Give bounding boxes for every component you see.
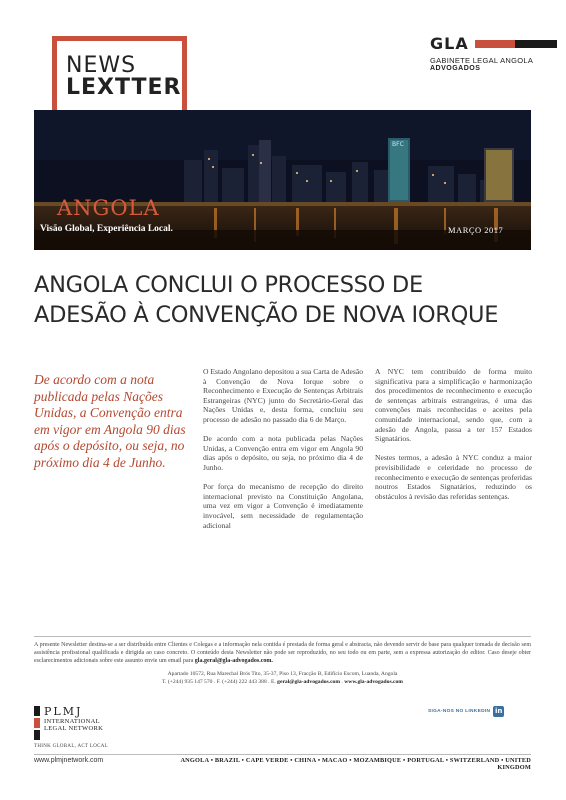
office-address <box>34 671 531 686</box>
title-lextter: LEXTTER <box>66 75 182 100</box>
contact-phone-fax: T. (+244) 935 147 570 . F. (+244) 222 443 388 . E. <box>162 678 276 685</box>
pull-quote: De acordo com a nota publicada pelas Nações Unidas, a Convenção entra em vigor em Angola 90 dias após o depósito, ou seja, no próximo dia 4 de Junho. <box>34 372 186 470</box>
newsletter-header <box>0 0 566 110</box>
footer-divider <box>34 636 531 637</box>
contact-separator: . <box>340 678 345 685</box>
linkedin-follow[interactable] <box>428 706 504 717</box>
article-headline <box>34 270 544 330</box>
headline-line-1: ANGOLA CONCLUI O PROCESSO DE <box>34 272 423 298</box>
plmj-network-line-1: INTERNATIONAL <box>44 718 100 725</box>
gla-abbreviation: GLA <box>430 34 469 53</box>
linkedin-icon[interactable]: in <box>495 707 503 715</box>
contact-email-link[interactable]: geral@gla-advogados.com <box>277 678 341 685</box>
bottom-divider <box>34 754 531 755</box>
plmj-website-link[interactable]: www.plmjnetwork.com <box>34 757 104 764</box>
skyline-sign: BFC <box>392 141 404 148</box>
paragraph: Por força do mecanismo de recepção do direito internacional previsto na Constituição Angolana, uma vez em vigor a Convenção é imediatamente invocável, sem necessidade de regulamentação adicional <box>203 482 363 530</box>
plmj-network-line-2: LEGAL NETWORK <box>44 725 104 732</box>
gla-color-bar <box>475 40 557 48</box>
article-column-1 <box>203 367 363 540</box>
disclaimer-email-link[interactable]: gla.geral@gla-advogados.com. <box>194 658 273 664</box>
headline-line-2: ADESÃO À CONVENÇÃO DE NOVA IORQUE <box>34 302 499 328</box>
paragraph: A NYC tem contribuído de forma muito significativa para a simplificação e harmonização dos procedimentos de reconhecimento e execução de sentenças arbitrais estrangeiras, é uma das convenções mais reconhecidas e aceites pela comunidade internacional, sendo que, com a adesão de Angola, passa a ter 157 Estados Signatários. <box>375 367 532 444</box>
linkedin-label[interactable]: SIGA-NOS NO LINKEDIN <box>428 709 491 714</box>
gla-subtitle: ADVOGADOS <box>430 65 481 72</box>
article-column-2 <box>375 367 532 511</box>
disclaimer-text: A presente Newsletter destina-se a ser distribuída entre Clientes e Colegas e a informação nela contida é prestada de forma geral e abstracta, não devendo servir de base para qualquer tomada de decisão sem assistência profissional qualificada e dirigida ao caso concreto. O conteúdo desta Newsletter não pode ser reproduzido, no seu todo ou em parte, sem a expressa autorização do editor. Caso deseje obter esclarecimentos adicionais sobre este assunto envie um email para <box>34 642 531 664</box>
title-news: NEWS <box>66 53 137 78</box>
banner-country: ANGOLA <box>57 196 160 220</box>
website-link[interactable]: www.gla-advogados.com <box>344 678 403 685</box>
network-countries: ANGOLA • BRAZIL • CAPE VERDE • CHINA • MACAO • MOZAMBIQUE • PORTUGAL • SWITZERLAND • UNITED KINGDOM <box>180 757 531 771</box>
address-line: Apartado 10572, Rua Marechal Brós Tito, 35-37, Piso 13, Fracção B, Edifício Escom, Luanda, Angola <box>167 671 398 677</box>
gla-logo <box>430 34 540 72</box>
banner-tagline: Visão Global, Experiência Local. <box>40 224 173 234</box>
plmj-brand: PLMJ <box>44 705 83 718</box>
gla-full-name: GABINETE LEGAL ANGOLA <box>430 56 534 65</box>
plmj-network-logo <box>34 705 108 749</box>
newsletter-title <box>66 55 182 99</box>
issue-date: MARÇO 2017 <box>448 225 504 235</box>
plmj-slogan: THINK GLOBAL, ACT LOCAL <box>34 744 109 749</box>
paragraph: De acordo com a nota publicada pelas Nações Unidas, a Convenção entra em vigor em Angola 90 dias após o depósito, ou seja, no próximo dia 4 de Junho. <box>203 434 363 472</box>
contact-line <box>34 679 531 687</box>
legal-disclaimer <box>34 641 531 665</box>
paragraph: Nestes termos, a adesão à NYC conduz a maior previsibilidade e celeridade no processo de reconhecimento e execução de sentenças proferidas noutros Estados Signatários, reduzindo os obstáculos à revisão das referidas sentenças. <box>375 453 532 501</box>
plmj-mark-icon <box>34 706 40 742</box>
paragraph: O Estado Angolano depositou a sua Carta de Adesão à Convenção de Nova Iorque sobre o Reconhecimento e Execução de Sentenças Arbitrais Estrangeiras (NYC) junto do Secretário-Geral das Nações Unidas e, desta forma, concluiu seu processo de adesão no passado dia 6 de Março. <box>203 367 363 424</box>
